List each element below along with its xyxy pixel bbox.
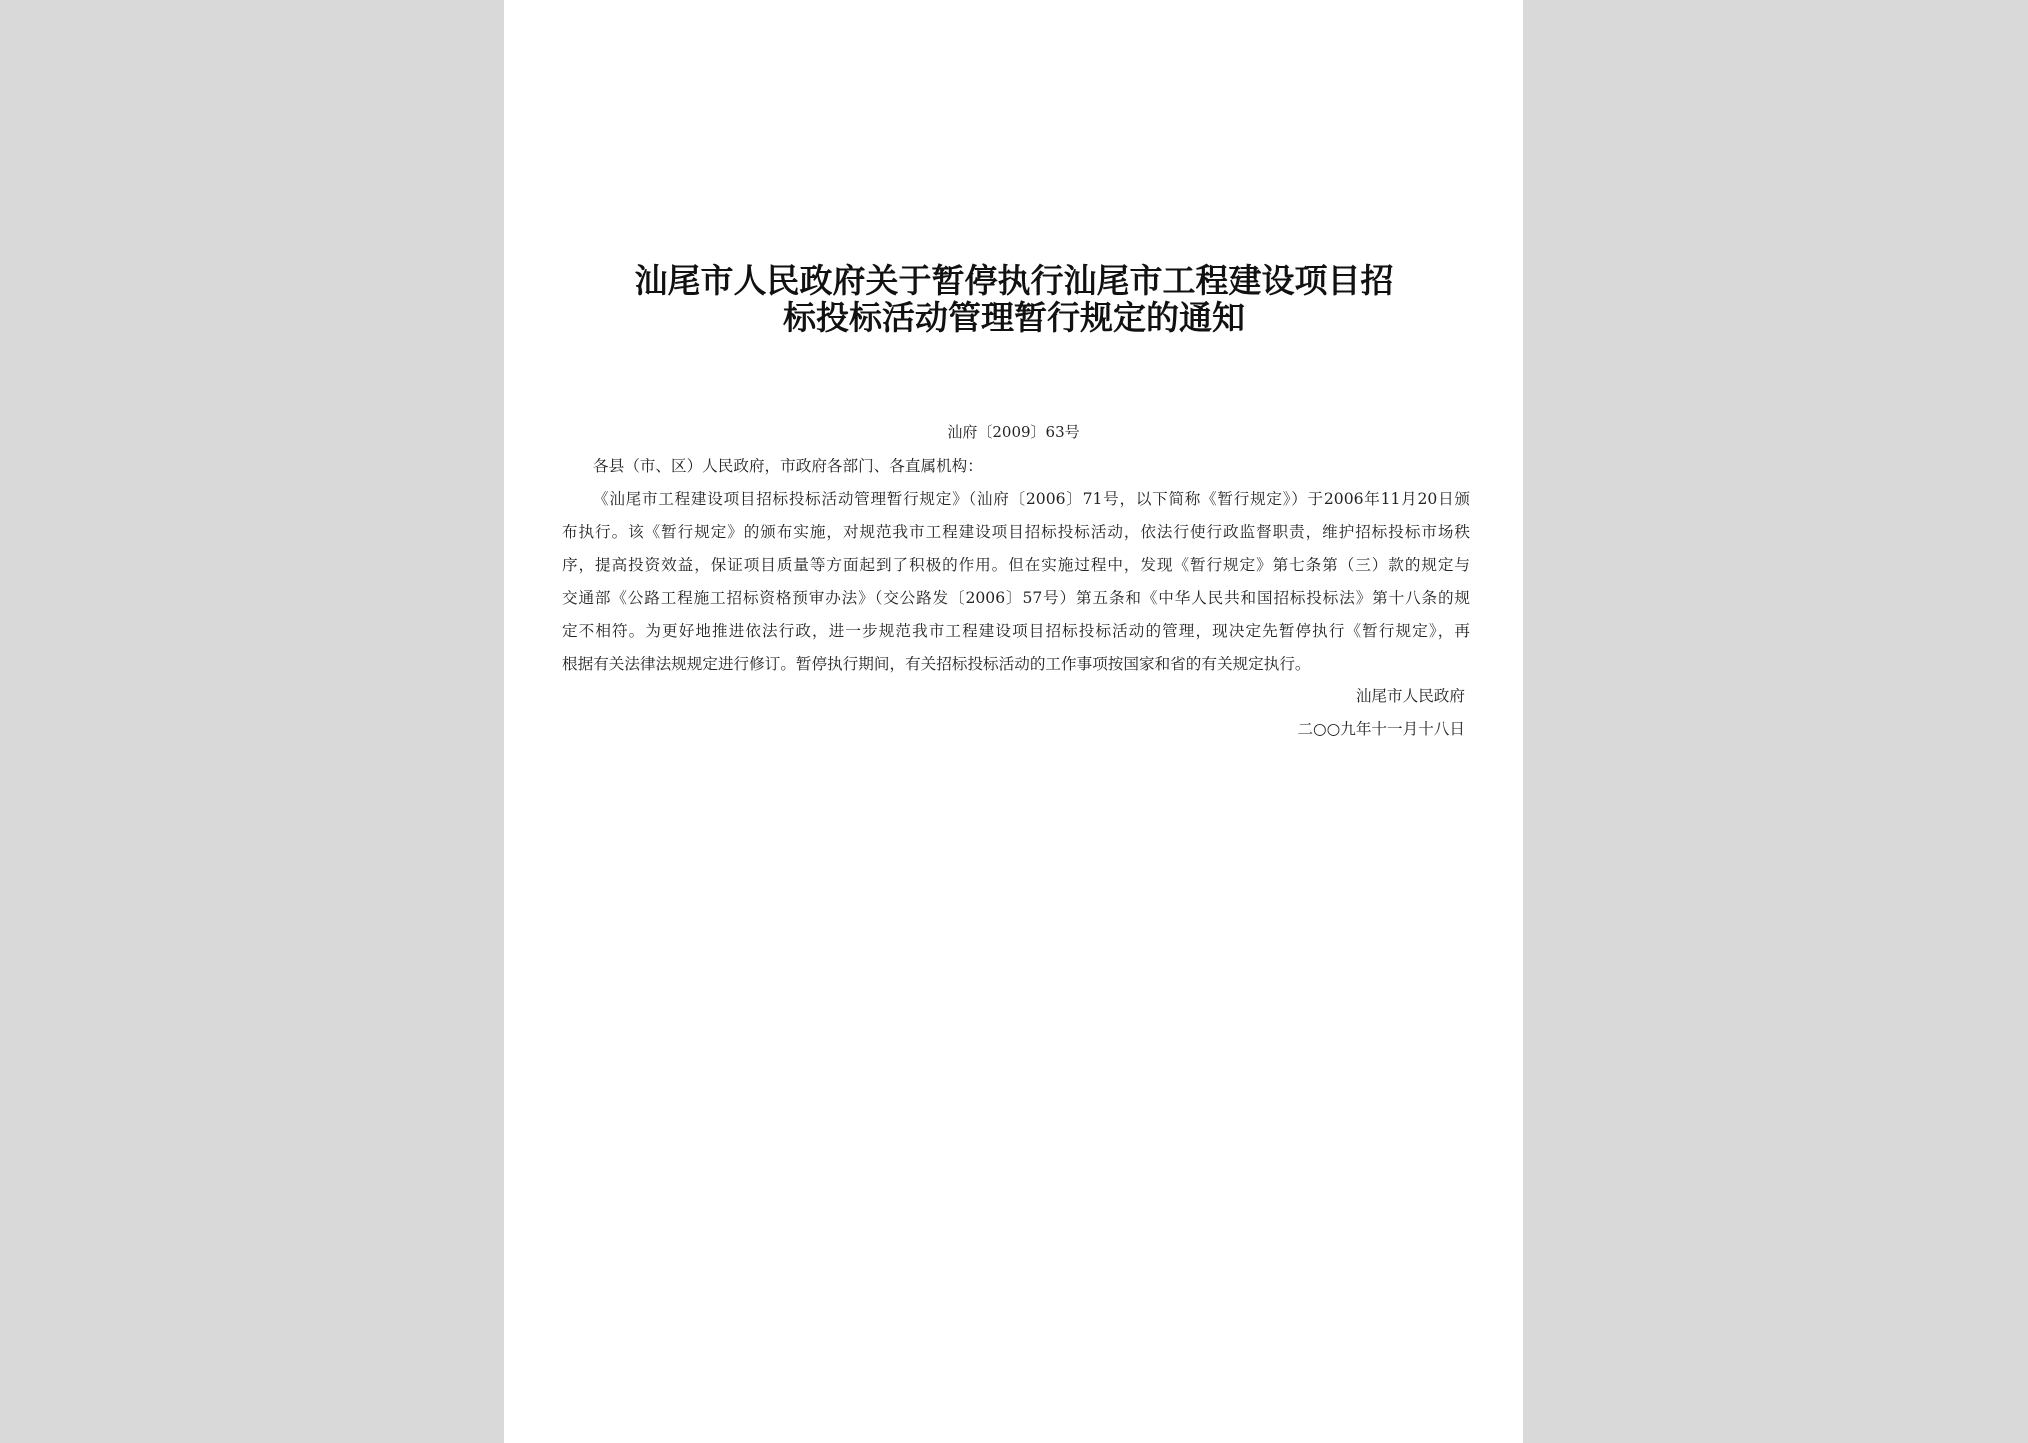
title-line-1: 汕尾市人民政府关于暂停执行汕尾市工程建设项目招	[634, 261, 1394, 300]
body-line-1: 《汕尾市工程建设项目招标投标活动管理暂行规定》（汕府〔2006〕71号，以下简称《暂行规定》）于2006年11月20日颁	[593, 490, 1470, 508]
signature-date: 二○○九年十一月十八日	[1297, 720, 1465, 738]
title-line-2: 标投标活动管理暂行规定的通知	[783, 298, 1245, 337]
signature-organization: 汕尾市人民政府	[1355, 687, 1465, 705]
body-line-6: 根据有关法律法规规定进行修订。暂停执行期间，有关招标投标活动的工作事项按国家和省的有关规定执行。	[562, 655, 1311, 673]
body-paragraph	[562, 483, 1470, 681]
body-line-3: 序，提高投资效益，保证项目质量等方面起到了积极的作用。但在实施过程中，发现《暂行规定》第七条第（三）款的规定与	[562, 556, 1470, 574]
document-page	[504, 0, 1523, 1443]
document-number: 汕府〔2009〕63号	[947, 423, 1080, 441]
body-line-4: 交通部《公路工程施工招标资格预审办法》（交公路发〔2006〕57号）第五条和《中华人民共和国招标投标法》第十八条的规	[562, 589, 1470, 607]
body-line-2: 布执行。该《暂行规定》的颁布实施，对规范我市工程建设项目招标投标活动，依法行使行政监督职责，维护招标投标市场秩	[562, 523, 1470, 541]
document-title	[584, 262, 1444, 336]
body-line-5: 定不相符。为更好地推进依法行政，进一步规范我市工程建设项目招标投标活动的管理，现决定先暂停执行《暂行规定》，再	[562, 622, 1470, 640]
salutation	[562, 450, 1470, 483]
salutation-text: 各县（市、区）人民政府，市政府各部门、各直属机构：	[593, 457, 983, 475]
